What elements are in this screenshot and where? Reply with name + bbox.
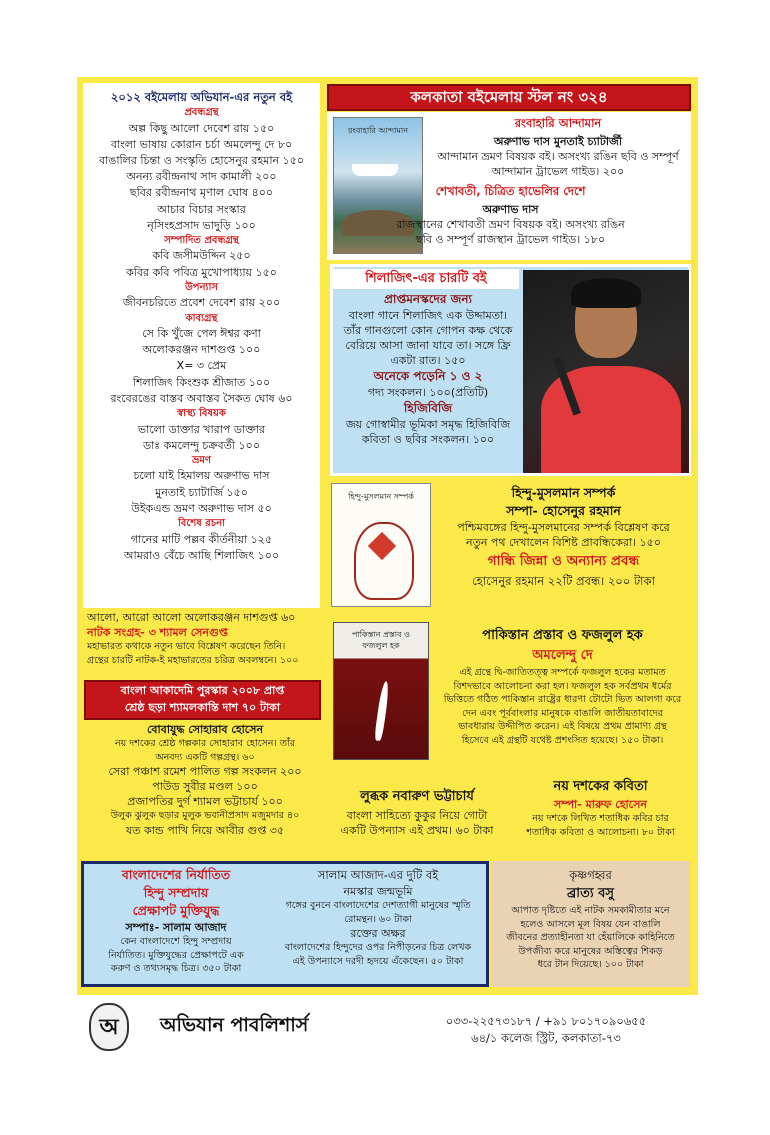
pakistan-cover-title-2: ফজলুল হক [362,641,400,650]
book-list-item: চলো যাই হিমালয় অরুণাভ দাস [133,469,270,483]
new-books-list-panel [83,83,320,608]
book-list-item: জীবনচরিতে প্রবেশ দেবেশ রায় ২০০ [122,296,281,310]
andaman-authors: অরুণাভ দাস মুনতাই চ্যাটার্জী [493,135,623,148]
book-list-item: সে কি খুঁজে পেল ঈশ্বর কণা [142,327,261,341]
hindu-muslim-info [436,484,691,590]
pakistan-desc-6: হিসেবে এই গ্রন্থটি যথেষ্ট প্রশংসিত হয়েছে। ১৫০ টাকা। [461,734,664,746]
hindu-muslim-editor: সম্পা- হোসেনুর রহমান [506,503,621,518]
bangladesh-title-2: হিন্দু সম্প্রদায় [143,885,209,900]
salam-book2-desc-2: এই উপন্যাসে দরদী হৃদয়ে এঁকেছেন। ৫০ টাকা [292,955,464,967]
book-list-item: বাঙালির চিন্তা ও সংস্কৃতি হোসেনুর রহমান ১৫০ [98,153,305,167]
noy-dashak-info [510,777,691,839]
book-sections [83,106,320,564]
natak-title: নাটক সংগ্রহ- ৩ শ্যামল সেনগুপ্ত [87,626,228,639]
section-heading: কাব্যগ্রন্থ [185,312,218,324]
salam-book1-desc-1: গঙ্গের বুননে বাংলাদেশের দেশত্যাগী মানুষের স্মৃতি [285,900,471,911]
book-list-item: ডাঃ কমলেন্দু চক্রবর্তী ১০০ [143,438,260,452]
shekhawati-author: অরুণাভ দাস [482,203,539,216]
salam-title: সালাম আজাদ-এর দুটি বই [317,868,439,882]
pakistan-title: পাকিস্তান প্রস্তাব ও ফজলুল হক [482,628,643,643]
pakistan-author: অমলেন্দু দে [532,648,593,663]
book-list-item: আমরাও বেঁচে আছি শিলাজিৎ ১০০ [123,548,280,562]
section-heading: স্বাস্থ্য বিষয়ক [177,408,226,420]
hindu-muslim-title: হিন্দু-মুসলমান সম্পর্ক [511,485,616,500]
salam-book1-desc-2: রোমন্থন। ৬০ টাকা [344,913,412,925]
book-list-item: কবি জসীমউদ্দিন ২৫০ [152,249,251,263]
pakistan-cover-title-1: পাকিস্তান প্রস্তাব ও [352,630,410,639]
contact-info [405,1013,687,1047]
shekhawati-info [333,183,688,247]
silajit-book1-desc-4: একটা রাত। ১৫০ [390,354,466,367]
address: ৬৪/১ কলেজ স্ট্রিট, কলকাতা-৭৩ [471,1031,621,1045]
book-list-item: উইকএন্ড ভ্রমণ অরুণাভ দাস ৫০ [131,501,272,515]
award-banner [84,680,321,720]
krishnagahvar-desc-1: আপাত দৃষ্টিতে এই নাটক সমকামীতার মনে [511,905,670,916]
section-heading: উপন্যাস [185,281,218,293]
pakistan-desc-5: ভাবধারায় উদ্দীপিত করেন। এই বিষয়ে প্রথম প্রামাণ্য গ্রন্থ [458,721,667,732]
salam-book2-title: রক্তের অক্ষর [350,927,406,940]
krishnagahvar-title: কৃষ্ণগহ্বর [569,868,612,882]
mid-item-3: অনবদ্য একটি গল্পগ্রন্থ। ৬০ [155,751,255,763]
pakistan-desc-2: বিশদভাবে আলোচনা করা হল। ফজলুল হক সর্বপ্রথম ধর্মের [453,680,672,692]
mid-item-2: নয় দশকের শ্রেষ্ঠ গল্পকার সোহারাব হোসেন। তাঁর [114,738,296,749]
noy-dashak-desc-2: শতাধিক কবিতা ও আলোচনা। ৮০ টাকা [526,826,675,838]
mid-left-items [83,722,327,838]
book-list-item: শিলাজিৎ কিংশুক শ্রীজাত ১০০ [132,375,271,389]
bangladesh-desc-2: নির্যাতিত। মুক্তিযুদ্ধের প্রেক্ষাপটে এক [108,949,244,961]
gandhi-title: গান্ধি জিন্না ও অন্যান্য প্রবন্ধ [487,553,640,569]
book-list-item: অল্প কিছু আলো দেবেশ রায় ১৫০ [128,121,275,135]
lubdhak-info [327,786,507,838]
pakistan-desc-4: দেন এবং পূর্ববাংলার মানুষকে বাঙালি জাতীয়তাবাদের [462,707,663,719]
section-heading: সম্পাদিত প্রবন্ধগ্রন্থ [164,234,239,246]
shekhawati-title: শেখাবতী, চিত্রিত হাভেলির দেশে [435,184,586,198]
book-list-item: বাংলা ভাষায় কোরান চর্চা অমলেন্দু দে ৮০ [110,137,293,151]
publisher-logo [89,1003,129,1051]
lubdhak-desc-1: বাংলা সাহিত্যে কুকুর নিয়ে গোটা [346,809,488,822]
phone-numbers: ০৩৩-২২৫৭৩১৮৭ / +৯১ ৮০১৭০৯০৬৫৫ [445,1014,647,1028]
natak-desc-2: গ্রন্থের চারটি নাটক-ই মহাভারতের চরিত্র অবলম্বনে। ১০০ [87,654,299,666]
alo-aro-alo: আলো, আরো আলো অলোকরঞ্জন দাশগুপ্ত ৬০ [87,611,296,624]
andaman-title: রংবাহারি আন্দামান [514,116,602,130]
book-list-item: ছবির রবীন্দ্রনাথ মৃণাল ঘোষ ৪০০ [129,186,274,200]
book-list-item: অলোকরঞ্জন দাশগুপ্ত ১০০ [142,343,261,357]
mid-item-1: বোবাযুদ্ধ সোহারাব হোসেন [146,723,264,736]
section-heading: বিশেষ রচনা [177,518,226,530]
book-list-item: ভালো ডাক্তার খারাপ ডাক্তার [137,422,266,436]
book-list-item: রংবেরঙের বাস্তব অবাস্তব সৈকত ঘোষ ৬০ [110,391,293,405]
silajit-title: শিলাজিৎ-এর চারটি বই [365,271,487,286]
lubdhak-desc-2: একটি উপন্যাস এই প্রথম। ৬০ টাকা [340,824,494,837]
krishnagahvar-desc-2: হলেও আসলে মূল বিষয় যেন বাঙালি [520,918,661,930]
krishnagahvar-desc-5: ধরে টান দিয়েছে। ১০০ টাকা [537,959,644,970]
logo-letter: অ [99,1014,119,1040]
bangladesh-editor: সম্পাঃ- সালাম আজাদ [125,921,227,934]
lubdhak-title: লুব্ধক নবারুণ ভট্টাচার্য [360,789,474,804]
pakistan-info [434,626,691,747]
silajit-book1-title: প্রাপ্তমনস্কদের জন্য [383,292,473,306]
stall-banner-text: কলকাতা বইমেলায় স্টল নং ৩২৪ [410,88,608,106]
salam-book1-title: নমস্কার জন্মভূমি [343,885,413,898]
silajit-photo [523,270,689,473]
silajit-book3-title: হিজিবিজি [403,401,453,415]
book-list-item: আচার বিচার সংস্কার [157,202,246,216]
krishnagahvar-desc-3: জীবনের প্রত্যাহীনতা যা হেঁয়ালিকে কাহিনিতে [506,932,675,943]
silajit-book1-desc-3: বেরিয়ে আসা জানা যাবে তা। সঙ্গে ফ্রি [345,339,511,352]
silajit-book2-desc: গদ্য সংকলন। ১০০(প্রতিটি) [367,386,489,399]
bangladesh-desc-3: করুণ ও তথ্যসমৃদ্ধ চিত্র। ৩৫০ টাকা [110,963,242,974]
silajit-book2-title: অনেকে পড়েনি ১ ও ২ [373,369,483,383]
section-heading: ভ্রমণ [192,454,211,466]
bangladesh-title-3: প্রেক্ষাপট মুক্তিযুদ্ধ [132,903,220,918]
salam-book2-desc-1: বাংলাদেশের হিন্দুদের ওপর নিপীড়নের চিত্র লেখক [284,942,472,953]
hindu-muslim-desc-1: পশ্চিমবঙ্গের হিন্দু-মুসলমানের সম্পর্ক বিশ্লেষণ করে [457,521,670,534]
hindu-muslim-cover-title: হিন্দু-মুসলমান সম্পর্ক [348,492,414,501]
award-line-1: বাংলা আকাদেমি পুরস্কার ২০০৮ প্রাপ্ত [120,684,285,697]
mid-left-column [83,610,323,667]
andaman-desc-1: আন্দামান ভ্রমণ বিষয়ক বই। অসংখ্য রঙিন ছবি ও সম্পূর্ণ [437,150,679,163]
gandhi-desc: হোসেনুর রহমান ২২টি প্রবন্ধ। ২০০ টাকা [472,574,655,588]
silajit-info [333,267,523,447]
krishnagahvar-info [493,867,688,972]
mid-item-4: সেরা পঞ্চাশ রমেশ পালিত গল্প সংকলন ২০০ [108,765,302,778]
noy-dashak-editor: সম্পা- মারুফ হোসেন [554,798,647,811]
andaman-info [428,115,688,179]
book-list-item: X= ৩ প্রেম [176,359,227,373]
mid-item-6: প্রজাপতির দুর্গ শ্যামল ভট্টাচার্য ১০০ [127,795,283,808]
salam-info [270,866,486,968]
natak-desc-1: মহাভারত কথাকে নতুন ভাবে বিশ্লেষণ করেছেন তিনি। [87,641,286,652]
bangladesh-info [85,866,267,976]
hindu-muslim-desc-2: নতুন পথ দেখালেন বিশিষ্ট প্রাবন্ধিকেরা। ১৫০ [466,536,661,549]
hindu-muslim-book-cover [331,483,431,607]
bangladesh-desc-1: কেন বাংলাদেশে হিন্দু সম্প্রদায় [120,936,232,947]
andaman-desc-2: আন্দামান ট্রাভেল গাইড। ২০০ [491,165,625,178]
silajit-book1-desc-2: তাঁর গানগুলো কোন গোপন কক্ষ থেকে [343,324,513,337]
book-list-item: কবির কবি পবিত্র মুখোপাধ্যায় ১৫০ [126,265,277,279]
shekhawati-desc-2: ছবি ও সম্পূর্ণ রাজস্থান ট্রাভেল গাইড। ১৮০ [415,233,606,246]
pakistan-book-cover [333,622,429,760]
ship-icon [352,164,398,176]
book-list-item: গানের মাটি পল্লব কীর্তনীয়া ১২৫ [130,532,273,546]
silajit-book3-desc-1: জয় গোস্বামীর ভূমিকা সমৃদ্ধ হিজিবিজি [345,418,511,431]
noy-dashak-title: নয় দশকের কবিতা [553,779,648,794]
list-title: ২০১২ বইমেলায় অভিযান-এর নতুন বই [110,90,293,104]
bangladesh-title-1: বাংলাদেশের নির্যাতিত [121,867,231,882]
section-heading: প্রবন্ধগ্রন্থ [184,107,219,118]
award-line-2: শ্রেষ্ঠ ছড়া শ্যামলকান্তি দাশ ৭০ টাকা [124,701,281,714]
krishnagahvar-author: ব্রাত্য বসু [567,886,614,901]
mid-item-5: পাউড সুবীর মণ্ডল ১০০ [152,780,258,793]
book-list-item: মুনতাই চ্যাটার্জি ১৫০ [155,485,248,499]
mid-item-8: যত কান্ড পাখি নিয়ে আবীর গুপ্ত ৩৫ [125,823,285,837]
book-list-item: অনন্য রবীন্দ্রনাথ সাদ কামালী ২০০ [126,170,277,184]
singer-hair [571,278,641,308]
stall-banner [327,84,691,111]
flame-icon [374,681,390,742]
mid-item-7: উলুক ঝুলুক ছড়ার মুলুক ভবানীপ্রসাদ মজুমদার ৪০ [110,810,300,821]
book-list-item: নৃসিংহপ্রসাদ ভাদুড়ি ১০০ [147,218,256,232]
shekhawati-desc-1: রাজস্থানের শেখাবতী ভ্রমণ বিষয়ক বই। অসংখ্য রঙিন [396,218,625,231]
publisher-name: অভিযান পাবলিশার্স [160,1014,309,1036]
noy-dashak-desc-1: নয় দশকে লিখিত শতাধিক কবির চার [532,813,669,824]
andaman-cover-title: রংবাহারি আন্দামান [348,126,408,135]
silajit-book3-desc-2: কবিতা ও ছবির সংকলন। ১০০ [361,433,495,446]
silajit-title-box [333,269,519,289]
pakistan-desc-3: ভিত্তিতে গঠিত পাকিস্তান রাষ্ট্রের ধারণা টোটো ভিত আলগা করে [443,694,682,705]
pakistan-desc-1: এই গ্রন্থে দ্বি-জাতিতত্ত্ব সম্পর্কে ফজলুল হকের মতামত [459,667,666,678]
silajit-book1-desc-1: বাংলা গানে শিলাজিৎ এক উদ্দামতা। [348,309,508,322]
krishnagahvar-desc-4: উপজীব্য করে মানুষের অস্তিত্বের শিকড় [518,945,663,957]
